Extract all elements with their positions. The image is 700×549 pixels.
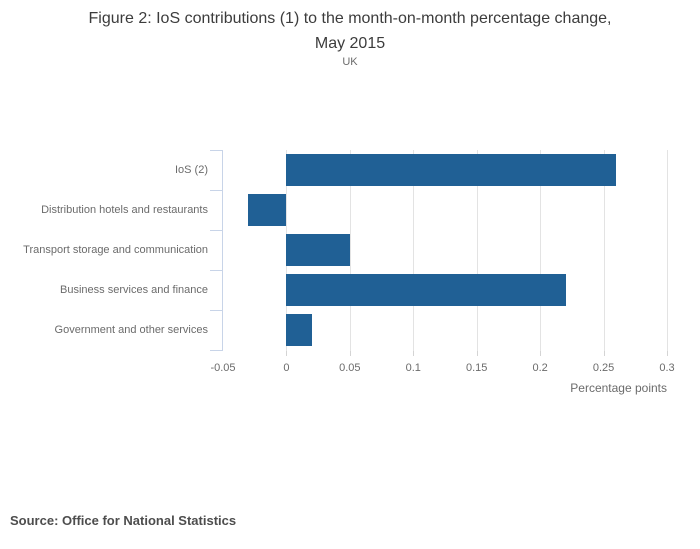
x-tick-label: 0.25 bbox=[592, 362, 615, 374]
x-tick-label: 0.15 bbox=[465, 362, 488, 374]
x-tick-label: 0.2 bbox=[532, 362, 548, 374]
x-axis-tick bbox=[667, 351, 668, 356]
category-label: Government and other services bbox=[54, 324, 208, 336]
bar bbox=[286, 234, 349, 266]
chart-subtitle: UK bbox=[342, 56, 358, 68]
x-axis-tick bbox=[477, 351, 478, 356]
x-axis-tick bbox=[350, 351, 351, 356]
y-axis-tick bbox=[210, 270, 222, 271]
y-axis-tick bbox=[210, 190, 222, 191]
chart-title-line2: May 2015 bbox=[314, 35, 386, 52]
category-label: Transport storage and communication bbox=[23, 244, 208, 256]
source-note: Source: Office for National Statistics bbox=[10, 513, 237, 528]
y-axis-tick bbox=[210, 350, 222, 351]
x-tick-label: 0 bbox=[283, 362, 290, 374]
x-tick-label: 0.3 bbox=[659, 362, 675, 374]
bar bbox=[286, 314, 311, 346]
bar bbox=[286, 274, 565, 306]
category-label: Business services and finance bbox=[60, 284, 208, 296]
x-axis-tick bbox=[604, 351, 605, 356]
x-axis-title: Percentage points bbox=[570, 381, 667, 395]
x-axis-tick bbox=[286, 351, 287, 356]
gridline bbox=[667, 150, 668, 351]
bar bbox=[248, 194, 286, 226]
y-axis-tick bbox=[210, 150, 222, 151]
bar bbox=[286, 154, 616, 186]
y-axis-tick bbox=[210, 310, 222, 311]
x-tick-label: -0.05 bbox=[210, 362, 236, 374]
category-label: IoS (2) bbox=[174, 164, 208, 176]
x-axis-tick bbox=[540, 351, 541, 356]
x-tick-label: 0.1 bbox=[405, 362, 421, 374]
chart-title-line1: Figure 2: IoS contributions (1) to the month-on-month percentage change, bbox=[88, 10, 612, 27]
category-label: Distribution hotels and restaurants bbox=[41, 204, 208, 216]
x-tick-label: 0.05 bbox=[339, 362, 361, 374]
y-axis-tick bbox=[210, 230, 222, 231]
x-axis-tick bbox=[413, 351, 414, 356]
y-axis-line bbox=[222, 150, 223, 351]
